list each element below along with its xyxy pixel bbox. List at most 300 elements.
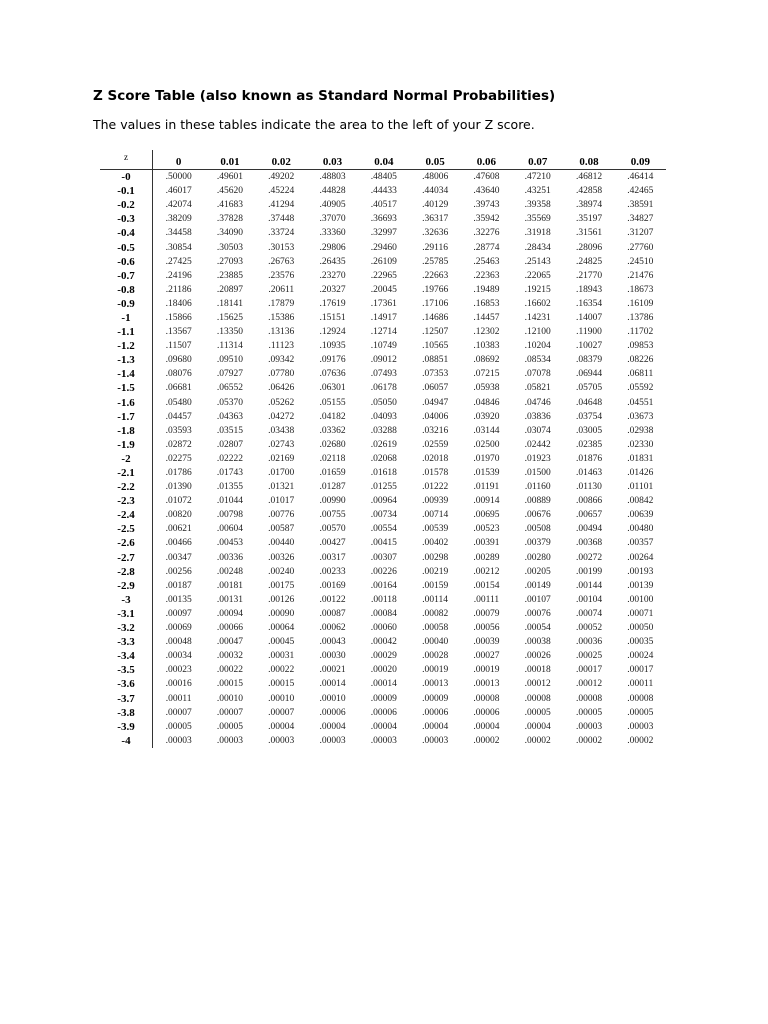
probability-cell: .00058 [422,623,449,634]
probability-cell: .08534 [524,355,551,366]
probability-cell: .00036 [575,637,603,648]
probability-cell: .14007 [575,312,603,323]
probability-cell: .00034 [165,651,192,662]
probability-cell: .10565 [422,341,449,352]
probability-cell: .42074 [165,200,192,211]
probability-cell: .00402 [422,538,449,549]
probability-cell: .03836 [524,411,551,422]
probability-cell: .22363 [473,270,500,281]
table-row [100,410,666,424]
probability-cell: .50000 [165,172,192,183]
probability-cell: .00011 [165,693,192,704]
z-value-cell: -0.4 [100,226,153,240]
table-row [100,353,666,367]
probability-cell: .00024 [627,651,654,662]
probability-cell: .00240 [268,566,295,577]
probability-cell: .00391 [473,538,500,549]
probability-cell: .01426 [627,468,654,479]
probability-cell: .00427 [319,538,346,549]
probability-cell: .21186 [165,284,192,295]
probability-cell: .10383 [473,341,500,352]
table-row [100,706,666,720]
probability-cell: .00889 [524,496,551,507]
probability-cell: .00069 [165,623,192,634]
probability-cell: .00820 [165,510,192,521]
probability-cell: .03074 [524,425,551,436]
probability-cell: .00004 [524,721,551,732]
probability-cell: .06681 [165,383,192,394]
probability-cell: .00508 [524,524,551,535]
probability-cell: .04551 [627,397,654,408]
probability-cell: .09680 [165,355,192,366]
probability-cell: .00144 [575,580,603,591]
probability-cell: .37828 [216,214,243,225]
probability-cell: .18673 [627,284,654,295]
probability-cell: .00118 [370,594,397,605]
probability-cell: .00734 [370,510,397,521]
probability-cell: .05262 [268,397,295,408]
probability-cell: .04457 [165,411,192,422]
table-row [100,212,666,226]
table-row [100,424,666,438]
probability-cell: .00111 [473,594,500,605]
probability-cell: .07636 [319,369,346,380]
probability-cell: .00052 [575,623,603,634]
z-value-cell: -0.1 [100,184,153,198]
probability-cell: .00097 [165,608,192,619]
probability-cell: .23576 [268,270,295,281]
probability-cell: .00005 [165,721,192,732]
probability-cell: .00169 [319,580,346,591]
probability-cell: .00004 [268,721,295,732]
probability-cell: .03673 [627,411,654,422]
probability-cell: .00006 [370,707,397,718]
probability-cell: .40905 [319,200,346,211]
probability-cell: .00005 [575,707,603,718]
probability-cell: .00256 [165,566,192,577]
probability-cell: .09176 [319,355,346,366]
probability-cell: .37070 [319,214,346,225]
probability-cell: .34458 [165,228,192,239]
probability-cell: .00031 [268,651,295,662]
probability-cell: .36693 [370,214,397,225]
probability-cell: .00002 [575,735,603,746]
probability-cell: .00004 [370,721,397,732]
probability-cell: .03144 [473,425,500,436]
table-row [100,198,666,212]
probability-cell: .20611 [268,284,295,295]
probability-cell: .44828 [319,186,346,197]
z-value-cell: -0.9 [100,297,153,311]
column-header: 0 [153,150,205,170]
probability-cell: .00494 [575,524,603,535]
probability-cell: .02222 [216,453,243,464]
probability-cell: .03593 [165,425,192,436]
probability-cell: .00272 [575,552,603,563]
z-value-cell: -2.8 [100,565,153,579]
probability-cell: .41683 [216,200,243,211]
column-header: 0.03 [307,150,358,170]
probability-cell: .16853 [473,298,500,309]
table-row [100,522,666,536]
probability-cell: .47210 [524,172,551,183]
probability-cell: .17361 [370,298,397,309]
probability-cell: .13567 [165,327,192,338]
probability-cell: .17879 [268,298,295,309]
probability-cell: .00002 [524,735,551,746]
table-row [100,255,666,269]
probability-cell: .28096 [575,242,603,253]
probability-cell: .02169 [268,453,295,464]
probability-cell: .00126 [268,594,295,605]
probability-cell: .29116 [422,242,449,253]
probability-cell: .42465 [627,186,654,197]
probability-cell: .25143 [524,256,551,267]
probability-cell: .32997 [370,228,397,239]
probability-cell: .00695 [473,510,500,521]
z-value-cell: -1.1 [100,325,153,339]
probability-cell: .01659 [319,468,346,479]
table-row [100,226,666,240]
probability-cell: .01101 [627,482,654,493]
probability-cell: .00008 [627,693,654,704]
probability-cell: .00135 [165,594,192,605]
probability-cell: .23270 [319,270,346,281]
probability-cell: .27760 [627,242,654,253]
probability-cell: .00415 [370,538,397,549]
table-row [100,269,666,283]
probability-cell: .00212 [473,566,500,577]
probability-cell: .10749 [370,341,397,352]
probability-cell: .33724 [268,228,295,239]
probability-cell: .00030 [319,651,346,662]
probability-cell: .14457 [473,312,500,323]
probability-cell: .00014 [319,679,346,690]
z-value-cell: -1.2 [100,339,153,353]
column-header: 0.09 [615,150,666,170]
table-row [100,339,666,353]
probability-cell: .43640 [473,186,500,197]
probability-cell: .00023 [165,665,192,676]
probability-cell: .00045 [268,637,295,648]
probability-cell: .36317 [422,214,449,225]
probability-cell: .00193 [627,566,654,577]
probability-cell: .06552 [216,383,243,394]
probability-cell: .02018 [422,453,449,464]
probability-cell: .00018 [524,665,551,676]
probability-cell: .48405 [370,172,397,183]
probability-cell: .12302 [473,327,500,338]
probability-cell: .12100 [524,327,551,338]
table-row [100,551,666,565]
probability-cell: .02442 [524,439,551,450]
probability-cell: .00289 [473,552,500,563]
probability-cell: .20327 [319,284,346,295]
z-value-cell: -2.7 [100,551,153,565]
probability-cell: .06426 [268,383,295,394]
probability-cell: .08851 [422,355,449,366]
probability-cell: .00005 [524,707,551,718]
table-row [100,438,666,452]
probability-cell: .00248 [216,566,243,577]
probability-cell: .25463 [473,256,500,267]
probability-cell: .01970 [473,453,500,464]
probability-cell: .31918 [524,228,551,239]
probability-cell: .02938 [627,425,654,436]
probability-cell: .10027 [575,341,603,352]
probability-cell: .01321 [268,482,295,493]
probability-cell: .45224 [268,186,295,197]
probability-cell: .05370 [216,397,243,408]
probability-cell: .04272 [268,411,295,422]
probability-cell: .00008 [524,693,551,704]
probability-cell: .00026 [524,651,551,662]
probability-cell: .00159 [422,580,449,591]
probability-cell: .00368 [575,538,603,549]
probability-cell: .26435 [319,256,346,267]
probability-cell: .00032 [216,651,243,662]
probability-cell: .13786 [627,312,654,323]
probability-cell: .11123 [268,341,294,352]
probability-cell: .00003 [268,735,295,746]
probability-cell: .00040 [422,637,449,648]
probability-cell: .05592 [627,383,654,394]
probability-cell: .00039 [473,637,500,648]
probability-cell: .40129 [422,200,449,211]
probability-cell: .01130 [576,482,602,493]
probability-cell: .00013 [422,679,449,690]
probability-cell: .27425 [165,256,192,267]
probability-cell: .11314 [217,341,243,352]
table-row [100,170,666,185]
probability-cell: .00079 [473,608,500,619]
probability-cell: .04363 [216,411,243,422]
probability-cell: .48803 [319,172,346,183]
probability-cell: .29460 [370,242,397,253]
z-value-cell: -2.4 [100,508,153,522]
header-row [100,150,666,170]
probability-cell: .04093 [370,411,397,422]
probability-cell: .14917 [370,312,397,323]
probability-cell: .38209 [165,214,192,225]
probability-cell: .00062 [319,623,346,634]
probability-cell: .00114 [422,594,449,605]
probability-cell: .15866 [165,312,192,323]
probability-cell: .02500 [473,439,500,450]
probability-cell: .00064 [268,623,295,634]
probability-cell: .00755 [319,510,346,521]
probability-cell: .00048 [165,637,192,648]
probability-cell: .00007 [216,707,243,718]
probability-cell: .00029 [370,651,397,662]
probability-cell: .46414 [627,172,654,183]
z-value-cell: -3.3 [100,635,153,649]
probability-cell: .00043 [319,637,346,648]
z-value-cell: -0.8 [100,283,153,297]
probability-cell: .00003 [575,721,603,732]
probability-cell: .18141 [216,298,243,309]
probability-cell: .03005 [575,425,603,436]
probability-cell: .00003 [422,735,449,746]
table-row [100,381,666,395]
probability-cell: .00842 [627,496,654,507]
probability-cell: .18406 [165,298,192,309]
probability-cell: .00007 [165,707,192,718]
probability-cell: .00798 [216,510,243,521]
table-row [100,283,666,297]
probability-cell: .09012 [370,355,397,366]
table-row [100,649,666,663]
table-row [100,494,666,508]
probability-cell: .00539 [422,524,449,535]
probability-cell: .07493 [370,369,397,380]
probability-cell: .49202 [268,172,295,183]
probability-cell: .02807 [216,439,243,450]
probability-cell: .05938 [473,383,500,394]
probability-cell: .12507 [422,327,449,338]
z-value-cell: -3.6 [100,677,153,691]
probability-cell: .08379 [575,355,603,366]
table-row [100,536,666,550]
probability-cell: .34827 [627,214,654,225]
probability-cell: .44034 [422,186,449,197]
probability-cell: .13350 [216,327,243,338]
probability-cell: .00017 [627,665,654,676]
table-row [100,452,666,466]
probability-cell: .41294 [268,200,295,211]
document-subtitle: The values in these tables indicate the area to the left of your Z score. [93,117,535,132]
probability-cell: .00013 [473,679,500,690]
probability-cell: .35197 [575,214,603,225]
probability-cell: .00009 [370,693,397,704]
probability-cell: .00298 [422,552,449,563]
probability-cell: .00008 [473,693,500,704]
probability-cell: .39743 [473,200,500,211]
probability-cell: .09510 [216,355,243,366]
probability-cell: .00076 [524,608,551,619]
column-header: 0.02 [256,150,307,170]
probability-cell: .00226 [370,566,397,577]
probability-cell: .00014 [370,679,397,690]
z-value-cell: -1.6 [100,396,153,410]
table-row [100,691,666,705]
probability-cell: .00021 [319,665,346,676]
probability-cell: .00347 [165,552,192,563]
probability-cell: .00621 [165,524,192,535]
z-value-cell: -0.7 [100,269,153,283]
table-row [100,621,666,635]
z-value-cell: -0 [100,170,153,185]
probability-cell: .00317 [319,552,346,563]
probability-cell: .00019 [422,665,449,676]
z-value-cell: -1.8 [100,424,153,438]
z-value-cell: -1.5 [100,381,153,395]
probability-cell: .02559 [422,439,449,450]
probability-cell: .16602 [524,298,551,309]
probability-cell: .04006 [422,411,449,422]
probability-cell: .01160 [524,482,551,493]
column-header: 0.07 [512,150,563,170]
table-row [100,325,666,339]
probability-cell: .00453 [216,538,243,549]
probability-cell: .45620 [216,186,243,197]
probability-cell: .00131 [216,594,243,605]
probability-cell: .31207 [627,228,654,239]
probability-cell: .11900 [576,327,602,338]
table-row [100,720,666,734]
probability-cell: .00008 [575,693,603,704]
probability-cell: .00187 [165,580,192,591]
probability-cell: .01743 [216,468,243,479]
probability-cell: .00990 [319,496,346,507]
probability-cell: .00006 [473,707,500,718]
probability-cell: .02872 [165,439,192,450]
z-value-cell: -1.7 [100,410,153,424]
probability-cell: .00010 [319,693,346,704]
probability-cell: .00016 [165,679,192,690]
probability-cell: .44433 [370,186,397,197]
probability-cell: .00379 [524,538,551,549]
probability-cell: .30153 [268,242,295,253]
table-row [100,663,666,677]
probability-cell: .07927 [216,369,243,380]
z-value-cell: -3.5 [100,663,153,677]
table-body [100,170,666,748]
probability-cell: .42858 [575,186,603,197]
probability-cell: .00714 [422,510,449,521]
probability-cell: .03216 [422,425,449,436]
probability-cell: .05821 [524,383,551,394]
probability-cell: .00003 [165,735,192,746]
probability-cell: .00002 [473,735,500,746]
z-value-cell: -1.4 [100,367,153,381]
probability-cell: .02619 [370,439,397,450]
probability-cell: .38591 [627,200,654,211]
probability-cell: .21476 [627,270,654,281]
probability-cell: .02330 [627,439,654,450]
probability-cell: .00139 [627,580,654,591]
probability-cell: .00154 [473,580,500,591]
probability-cell: .01923 [524,453,551,464]
z-value-cell: -1.3 [100,353,153,367]
probability-cell: .32636 [422,228,449,239]
probability-cell: .22065 [524,270,551,281]
z-value-cell: -0.3 [100,212,153,226]
probability-cell: .08076 [165,369,192,380]
probability-cell: .00003 [319,735,346,746]
probability-cell: .00094 [216,608,243,619]
probability-cell: .03362 [319,425,346,436]
probability-cell: .07353 [422,369,449,380]
z-value-cell: -4 [100,734,153,748]
z-value-cell: -3.1 [100,607,153,621]
probability-cell: .30854 [165,242,192,253]
probability-cell: .00084 [370,608,397,619]
probability-cell: .24825 [575,256,603,267]
probability-cell: .05480 [165,397,192,408]
probability-cell: .01618 [370,468,397,479]
probability-cell: .23885 [216,270,243,281]
probability-cell: .00199 [575,566,603,577]
z-value-cell: -2.2 [100,480,153,494]
z-value-cell: -2.6 [100,536,153,550]
probability-cell: .47608 [473,172,500,183]
probability-cell: .20897 [216,284,243,295]
probability-cell: .00149 [524,580,551,591]
probability-cell: .01255 [370,482,397,493]
table-row [100,240,666,254]
table-row [100,508,666,522]
